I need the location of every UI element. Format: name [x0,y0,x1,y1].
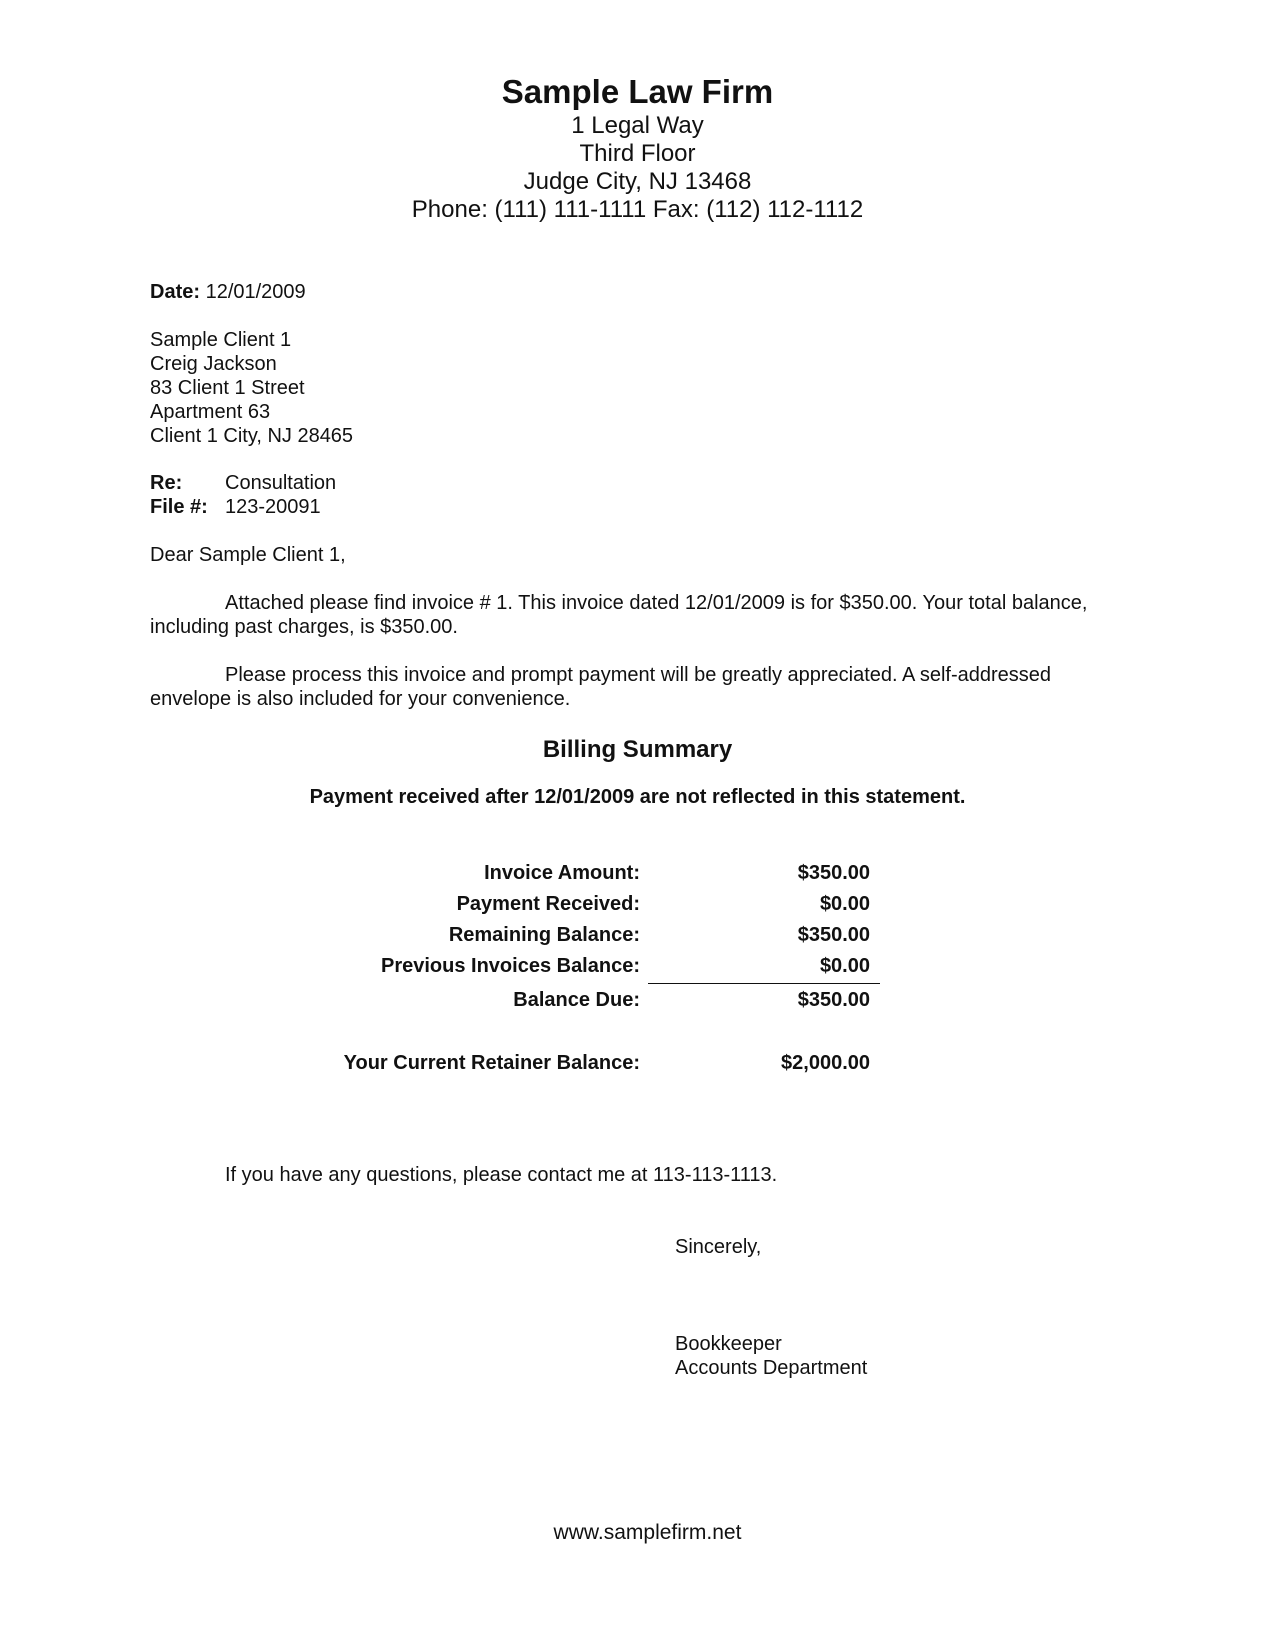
contact-line: If you have any questions, please contact me at 113-113-1113. [225,1164,778,1186]
client-city-state-zip: Client 1 City, NJ 28465 [150,425,354,447]
body-paragraph-1-text: Attached please find invoice # 1. This invoice dated 12/01/2009 is for $350.00. Your total balance, including past charges, is $350.00. [150,592,1088,638]
summary-row-previous-invoices-balance [300,953,880,979]
client-unit: Apartment 63 [150,401,271,423]
signature-department: Accounts Department [675,1357,868,1379]
salutation: Dear Sample Client 1, [150,544,346,566]
letterhead [0,72,1275,224]
summary-row-payment-received [300,891,880,917]
summary-label: Invoice Amount: [484,862,640,884]
re-row [150,471,336,495]
summary-value: $350.00 [797,989,870,1011]
file-value: 123-20091 [225,496,321,518]
firm-city-state-zip: Judge City, NJ 13468 [523,168,752,195]
re-label: Re: [150,472,183,494]
client-name: Sample Client 1 [150,329,292,351]
file-label: File #: [150,496,208,518]
body-paragraph-2-text: Please process this invoice and prompt payment will be greatly appreciated. A self-addressed envelope is also included for your convenience. [150,664,1052,710]
summary-label: Previous Invoices Balance: [380,955,640,977]
recipient-address [150,328,353,448]
summary-row-invoice-amount [300,860,880,886]
signature-title: Bookkeeper [675,1333,782,1355]
firm-address-line1: 1 Legal Way [571,112,704,139]
billing-summary-note: Payment received after 12/01/2009 are not reflected in this statement. [309,786,966,808]
firm-name: Sample Law Firm [501,73,774,110]
firm-phone-fax: Phone: (111) 111-1111 Fax: (112) 112-1112 [411,196,864,223]
body-paragraph-1 [150,591,1110,639]
summary-row-remaining-balance [300,922,880,948]
summary-value: $0.00 [819,893,870,915]
summary-total-rule [648,983,880,984]
date-label: Date: [150,281,201,303]
reference-block [150,471,336,519]
summary-label: Your Current Retainer Balance: [343,1052,640,1074]
file-row [150,495,336,519]
summary-value: $350.00 [797,924,870,946]
client-street: 83 Client 1 Street [150,377,305,399]
billing-summary-title: Billing Summary [542,736,733,763]
firm-address-line2: Third Floor [579,140,696,167]
date-row [150,280,306,304]
body-paragraph-2 [150,663,1110,711]
summary-row-retainer-balance [300,1050,880,1076]
summary-label: Remaining Balance: [448,924,640,946]
re-value: Consultation [225,472,337,494]
summary-value: $2,000.00 [781,1052,870,1074]
summary-row-balance-due [300,987,880,1013]
date-value: 12/01/2009 [205,281,306,303]
summary-label: Balance Due: [513,989,640,1011]
summary-value: $350.00 [797,862,870,884]
closing: Sincerely, [675,1236,762,1258]
contact-name: Creig Jackson [150,353,277,375]
summary-label: Payment Received: [456,893,640,915]
footer-website-link[interactable]: www.samplefirm.net [553,1521,742,1544]
summary-value: $0.00 [819,955,870,977]
